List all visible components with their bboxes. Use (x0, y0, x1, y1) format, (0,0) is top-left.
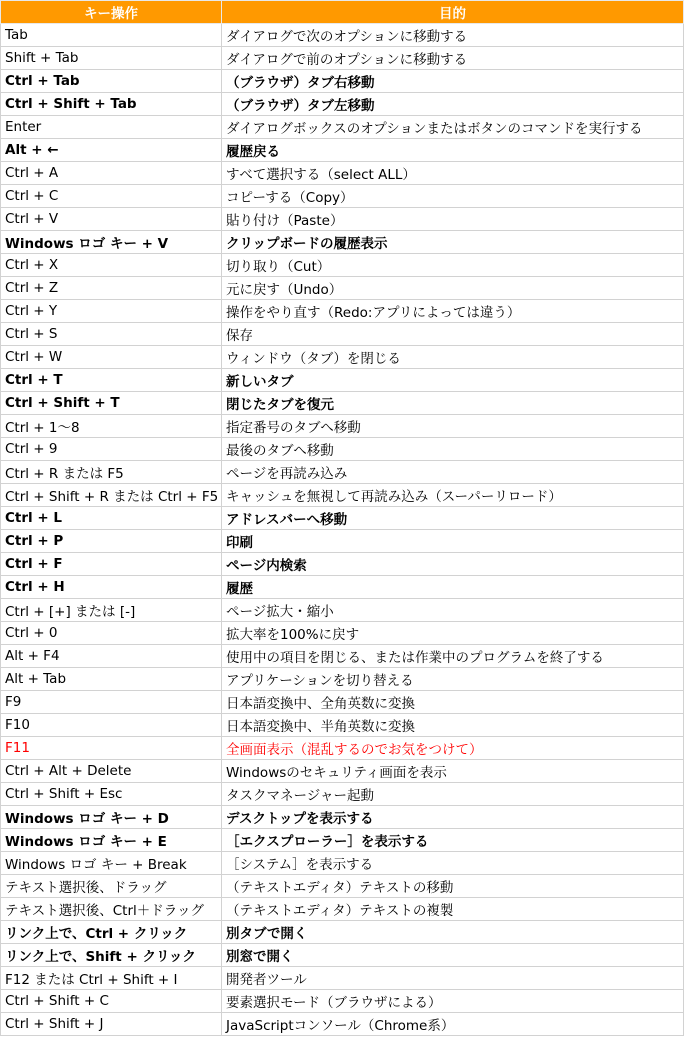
table-row (1, 668, 684, 691)
table-row (1, 415, 684, 438)
table-row (1, 829, 684, 852)
table-header-row (1, 1, 684, 24)
table-row (1, 231, 684, 254)
table-row (1, 714, 684, 737)
key-combination-cell: F12 または Ctrl + Shift + I (1, 967, 222, 990)
purpose-cell: （ブラウザ）タブ右移動 (222, 70, 684, 93)
key-combination-cell: Enter (1, 116, 222, 139)
purpose-cell: ［エクスプローラー］を表示する (222, 829, 684, 852)
purpose-cell: 保存 (222, 323, 684, 346)
table-row (1, 944, 684, 967)
key-column-header: キー操作 (1, 1, 222, 24)
purpose-cell: 要素選択モード（ブラウザによる） (222, 990, 684, 1013)
table-row (1, 369, 684, 392)
purpose-cell: Windowsのセキュリティ画面を表示 (222, 760, 684, 783)
key-combination-cell: Ctrl + Shift + T (1, 392, 222, 415)
table-row (1, 116, 684, 139)
key-combination-cell: リンク上で、Shift + クリック (1, 944, 222, 967)
purpose-cell: ウィンドウ（タブ）を閉じる (222, 346, 684, 369)
key-combination-cell: F10 (1, 714, 222, 737)
key-combination-cell: Windows ロゴ キー + E (1, 829, 222, 852)
table-row (1, 300, 684, 323)
key-combination-cell: Ctrl + P (1, 530, 222, 553)
purpose-cell: ページ内検索 (222, 553, 684, 576)
purpose-cell: ページ拡大・縮小 (222, 599, 684, 622)
table-row (1, 553, 684, 576)
purpose-cell: 開発者ツール (222, 967, 684, 990)
table-row (1, 438, 684, 461)
table-row (1, 1013, 684, 1036)
key-combination-cell: F9 (1, 691, 222, 714)
purpose-cell: アドレスバーへ移動 (222, 507, 684, 530)
table-row (1, 990, 684, 1013)
key-combination-cell: Alt + Tab (1, 668, 222, 691)
purpose-cell: 指定番号のタブへ移動 (222, 415, 684, 438)
table-row (1, 783, 684, 806)
key-combination-cell: テキスト選択後、Ctrl＋ドラッグ (1, 898, 222, 921)
table-row (1, 162, 684, 185)
purpose-cell: ダイアログボックスのオプションまたはボタンのコマンドを実行する (222, 116, 684, 139)
purpose-cell: 閉じたタブを復元 (222, 392, 684, 415)
table-row (1, 967, 684, 990)
purpose-cell: 履歴戻る (222, 139, 684, 162)
table-row (1, 208, 684, 231)
key-combination-cell: Shift + Tab (1, 47, 222, 70)
table-row (1, 70, 684, 93)
purpose-cell: ページを再読み込み (222, 461, 684, 484)
key-combination-cell: Ctrl + Y (1, 300, 222, 323)
key-combination-cell: Windows ロゴ キー + Break (1, 852, 222, 875)
table-row (1, 185, 684, 208)
key-combination-cell: Ctrl + Z (1, 277, 222, 300)
key-combination-cell: Alt + ← (1, 139, 222, 162)
key-combination-cell: Ctrl + W (1, 346, 222, 369)
purpose-column-header: 目的 (222, 1, 684, 24)
table-row (1, 139, 684, 162)
table-row (1, 852, 684, 875)
table-body (1, 24, 684, 1036)
purpose-cell: 履歴 (222, 576, 684, 599)
purpose-cell: 全画面表示（混乱するのでお気をつけて） (222, 737, 684, 760)
key-combination-cell: Tab (1, 24, 222, 47)
purpose-cell: 使用中の項目を閉じる、または作業中のプログラムを終了する (222, 645, 684, 668)
purpose-cell: 拡大率を100%に戻す (222, 622, 684, 645)
key-combination-cell: Alt + F4 (1, 645, 222, 668)
purpose-cell: 別タブで開く (222, 921, 684, 944)
key-combination-cell: Ctrl + T (1, 369, 222, 392)
key-combination-cell: Windows ロゴ キー + V (1, 231, 222, 254)
key-combination-cell: Ctrl + 0 (1, 622, 222, 645)
key-combination-cell: Windows ロゴ キー + D (1, 806, 222, 829)
table-row (1, 691, 684, 714)
key-combination-cell: リンク上で、Ctrl + クリック (1, 921, 222, 944)
purpose-cell: JavaScriptコンソール（Chrome系） (222, 1013, 684, 1036)
key-combination-cell: Ctrl + V (1, 208, 222, 231)
key-combination-cell: Ctrl + L (1, 507, 222, 530)
key-combination-cell: F11 (1, 737, 222, 760)
purpose-cell: （ブラウザ）タブ左移動 (222, 93, 684, 116)
key-combination-cell: Ctrl + Alt + Delete (1, 760, 222, 783)
purpose-cell: 貼り付け（Paste） (222, 208, 684, 231)
key-combination-cell: Ctrl + Shift + R または Ctrl + F5 (1, 484, 222, 507)
key-combination-cell: Ctrl + H (1, 576, 222, 599)
key-combination-cell: Ctrl + 1〜8 (1, 415, 222, 438)
table-row (1, 484, 684, 507)
purpose-cell: アプリケーションを切り替える (222, 668, 684, 691)
table-row (1, 622, 684, 645)
key-combination-cell: Ctrl + Shift + Tab (1, 93, 222, 116)
table-row (1, 898, 684, 921)
purpose-cell: ダイアログで前のオプションに移動する (222, 47, 684, 70)
key-combination-cell: Ctrl + [+] または [-] (1, 599, 222, 622)
key-combination-cell: Ctrl + Shift + J (1, 1013, 222, 1036)
key-combination-cell: Ctrl + S (1, 323, 222, 346)
table-row (1, 47, 684, 70)
purpose-cell: タスクマネージャー起動 (222, 783, 684, 806)
table-row (1, 921, 684, 944)
key-combination-cell: Ctrl + F (1, 553, 222, 576)
table-row (1, 392, 684, 415)
table-row (1, 576, 684, 599)
table-row (1, 254, 684, 277)
purpose-cell: 操作をやり直す（Redo:アプリによっては違う） (222, 300, 684, 323)
table-row (1, 93, 684, 116)
table-row (1, 323, 684, 346)
key-combination-cell: Ctrl + Tab (1, 70, 222, 93)
purpose-cell: デスクトップを表示する (222, 806, 684, 829)
purpose-cell: 印刷 (222, 530, 684, 553)
table-row (1, 737, 684, 760)
purpose-cell: 元に戻す（Undo） (222, 277, 684, 300)
table-row (1, 346, 684, 369)
table-row (1, 24, 684, 47)
purpose-cell: 新しいタブ (222, 369, 684, 392)
purpose-cell: コピーする（Copy） (222, 185, 684, 208)
key-combination-cell: Ctrl + R または F5 (1, 461, 222, 484)
table-row (1, 875, 684, 898)
purpose-cell: クリップボードの履歴表示 (222, 231, 684, 254)
key-combination-cell: Ctrl + Shift + Esc (1, 783, 222, 806)
key-combination-cell: Ctrl + C (1, 185, 222, 208)
purpose-cell: すべて選択する（select ALL） (222, 162, 684, 185)
key-combination-cell: Ctrl + A (1, 162, 222, 185)
purpose-cell: 切り取り（Cut） (222, 254, 684, 277)
purpose-cell: （テキストエディタ）テキストの複製 (222, 898, 684, 921)
key-combination-cell: Ctrl + 9 (1, 438, 222, 461)
table-row (1, 599, 684, 622)
purpose-cell: キャッシュを無視して再読み込み（スーパーリロード） (222, 484, 684, 507)
key-combination-cell: Ctrl + X (1, 254, 222, 277)
key-combination-cell: Ctrl + Shift + C (1, 990, 222, 1013)
purpose-cell: 最後のタブへ移動 (222, 438, 684, 461)
table-row (1, 806, 684, 829)
purpose-cell: （テキストエディタ）テキストの移動 (222, 875, 684, 898)
table-row (1, 507, 684, 530)
purpose-cell: 日本語変換中、半角英数に変換 (222, 714, 684, 737)
purpose-cell: 日本語変換中、全角英数に変換 (222, 691, 684, 714)
table-row (1, 645, 684, 668)
key-combination-cell: テキスト選択後、ドラッグ (1, 875, 222, 898)
table-row (1, 530, 684, 553)
purpose-cell: ダイアログで次のオプションに移動する (222, 24, 684, 47)
purpose-cell: ［システム］を表示する (222, 852, 684, 875)
table-row (1, 760, 684, 783)
purpose-cell: 別窓で開く (222, 944, 684, 967)
table-row (1, 461, 684, 484)
table-row (1, 277, 684, 300)
